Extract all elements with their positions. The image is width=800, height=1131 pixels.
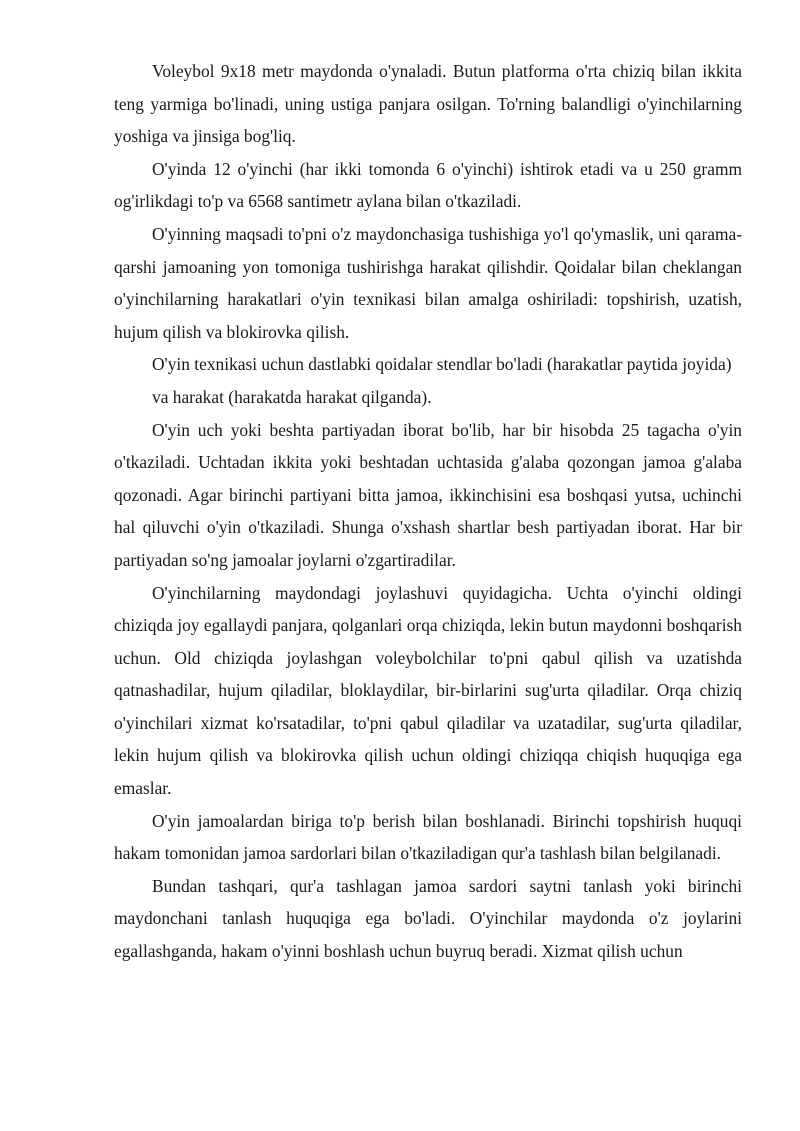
paragraph-goal: O'yinning maqsadi to'pni o'z maydonchasiga tushishiga yo'l qo'ymaslik, uni qarama-qarshi jamoaning yon tomoniga tushirishga harakat qilishdir. Qoidalar bilan cheklangan o'yinchilarning harakatlari o'yin texnikasi bilan amalga oshiriladi: topshirish, uzatish, hujum qilish va blokirovka qilish. [114,223,742,342]
paragraph-court: Voleybol 9x18 metr maydonda o'ynaladi. Butun platforma o'rta chiziq bilan ikkita teng yarmiga bo'linadi, uning ustiga panjara osilgan. To'rning balandligi o'yinchilarning yoshiga va jinsiga bog'liq. [114,61,742,147]
paragraph-players: O'yinda 12 o'yinchi (har ikki tomonda 6 o'yinchi) ishtirok etadi va u 250 gramm og'irlikdagi to'p va 6568 santimetr aylana bilan o'tkaziladi. [114,158,742,212]
paragraph-serve: O'yin jamoalardan biriga to'p berish bilan boshlanadi. Birinchi topshirish huquqi hakam tomonidan jamoa sardorlari bilan o'tkaziladigan qur'a tashlash bilan belgilanadi. [114,810,742,864]
paragraph-sets: O'yin uch yoki beshta partiyadan iborat bo'lib, har bir hisobda 25 tagacha o'yin o'tkaziladi. Uchtadan ikkita yoki beshtadan uchtasida g'alaba qozongan jamoa g'alaba qozonadi. Agar birinchi partiyani bitta jamoa, ikkinchisini esa boshqasi yutsa, uchinchi hal qiluvchi o'yin o'tkaziladi. Shunga o'xshash shartlar besh partiyadan iborat. Har bir partiyadan so'ng jamoalar joylarni o'zgartiradilar. [114,419,742,570]
paragraph-technique: O'yin texnikasi uchun dastlabki qoidalar stendlar bo'ladi (harakatlar paytida joyida) va harakat (harakatda harakat qilganda). [152,354,732,407]
paragraph-captain: Bundan tashqari, qur'a tashlagan jamoa sardori saytni tanlash yoki birinchi maydonchani tanlash huquqiga ega bo'ladi. O'yinchilar maydonda o'z joylarini egallashganda, hakam o'yinni boshlash uchun buyruq beradi. Xizmat qilish uchun [114,875,742,962]
paragraph-positions: O'yinchilarning maydondagi joylashuvi quyidagicha. Uchta o'yinchi oldingi chiziqda joy egallaydi panjara, qolganlari orqa chiziqda, lekin butun maydonni boshqarish uchun. Old chiziqda joylashgan voleybolchilar to'pni qabul qilish va uzatishda qatnashadilar, hujum qiladilar, bloklaydilar, bir-birlarini sug'urta qiladilar. Orqa chiziq o'yinchilari xizmat ko'rsatadilar, to'pni qabul qiladilar va uzatadilar, sug'urta qiladilar, lekin hujum qilish va blokirovka qilish uchun oldingi chiziqqa chiqish huquqiga ega emaslar. [114,582,742,799]
document-page [114,55,742,968]
